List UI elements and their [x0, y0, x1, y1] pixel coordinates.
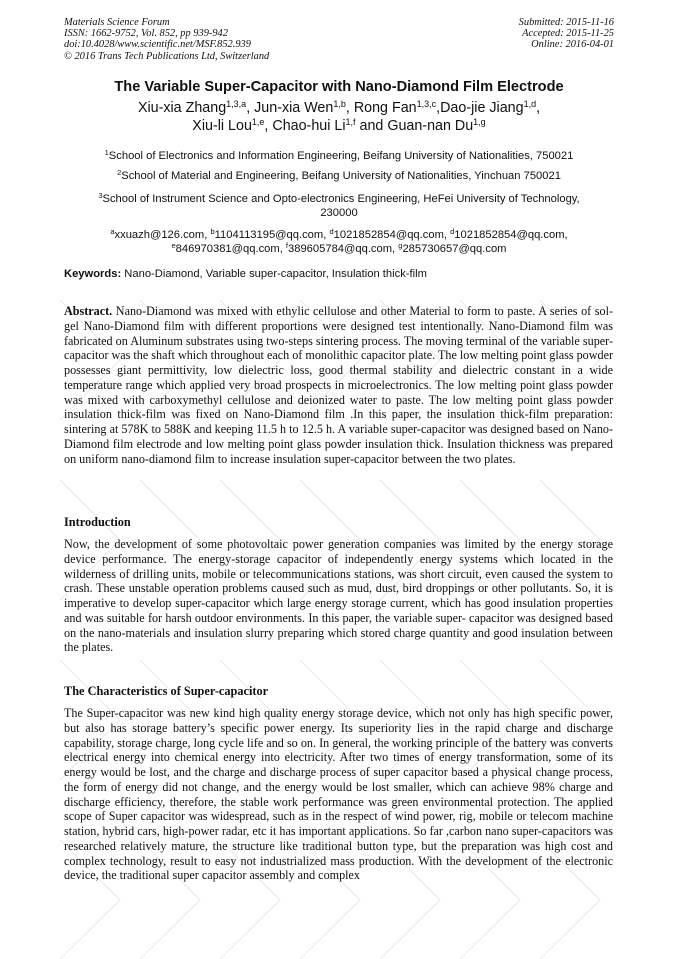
affiliation-3: $^3$School of Instrument Science and Opto-electronics Engineering, HeFei University of Technology, 230000 — [98, 191, 580, 219]
email-link[interactable]: 1104113195@qq.com, — [214, 229, 330, 241]
email-link[interactable]: 389605784@qq.com, — [288, 242, 399, 255]
accepted-date: Accepted: 2015-11-25 — [522, 28, 614, 40]
author: Xiu-li Lou$^{1,e}$, — [192, 117, 273, 134]
keywords-text: Nano-Diamond, Variable super-capacitor, Insulation thick-film — [121, 268, 427, 280]
affiliation-1: $^1$School of Electronics and Information Engineering, Beifang University of Nationalities, 750021 — [104, 148, 574, 162]
online-date: Online: 2016-04-01 — [531, 39, 614, 51]
email-list: $^a$xxuazh@126.com, $^b$1104113195@qq.com, $^d$1021852854@qq.com, $^d$1021852854@qq.com, $^e$846970381@qq.com, $^f$389605784@qq.com, $^g$285730657@qq.com — [110, 227, 568, 255]
submitted-date: Submitted: 2015-11-16 — [518, 17, 614, 28]
author: Xiu-xia Zhang$^{1,3,a}$, — [137, 99, 255, 116]
author-list — [60, 99, 618, 135]
keywords-label: Keywords: — [64, 268, 122, 280]
author: Chao-hui Li$^{1,f}$ and — [272, 117, 388, 134]
author: Dao-jie Jiang$^{1,d}$, — [440, 99, 541, 116]
abstract-paragraph — [64, 304, 613, 466]
characteristics-paragraph: The Super-capacitor was new kind high quality energy storage device, which not only has high specific power, but also has storage battery’s specific power energy. Its superiority lies in the rapid charge and discharge capability, storage charge, long cycle life and so on. In general, the working principle of the battery was converts electrical energy into chemical energy into electricity. After two times of energy transformation, some of its energy would be lost, and the charge and discharge process of super capacitor based a physical change process, the form of energy did not change, and the energy would be lost smaller, which can achieve 98% charge and discharge efficiency, therefore, the stable work performance was green environmental protection. The applied scope of Super capacitor was widespread, such as in the respect of wind power, rig, mobile or telecom machine station, hybrid cars, high-power radar, etc it has important applications. So far ,carbon nano super-capacitors was researched relatively mature, the structure like traditional button type, but the preparation was high cost and complex technology, result to easy not industrialized mass production. With the development of the electronic device, the traditional super capacitor assembly and complex — [64, 706, 613, 883]
author: Rong Fan$^{1,3,c}$, — [353, 99, 441, 116]
abstract-text: Nano-Diamond was mixed with ethylic cellulose and other Material to form to paste. A series of sol-gel Nano-Diamond film with different proportions were designed test intentionally. Nano-Diamond film was fabricated on Aluminum substrates using two-steps sintering process. The moving terminal of the variable super-capacitor was the shaft which throughout each of monolithic capacitor plate. The low melting point glass powder possesses giant permittivity, low dielectric loss, good thermal stability and dielectric constant in a wide temperature range which applied very broad prospects in microelectronics. The low melting point glass powder was mixed with carboxymethyl cellulose and deionized water to paste. The low melting point glass powder insulation thick-film was fixed on Nano-Diamond film .In this paper, the insulation thick-film preparation: sintering at 578K to 588K and keeping 11.5 h to 12.5 h. A variable super-capacitor was designed based on Nano-Diamond film electrode and low melting point glass powder insulation thick. Insulation thickness was prepared on uniform nano-diamond film to increase insulation super-capacitor between the two plates. — [64, 304, 613, 466]
email-link[interactable]: 1021852854@qq.com, — [333, 229, 451, 241]
keywords-line — [64, 268, 427, 280]
section-heading-introduction: Introduction — [64, 515, 131, 529]
email-link[interactable]: 1021852854@qq.com, — [454, 229, 568, 241]
author: Guan-nan Du$^{1,g}$ — [387, 117, 486, 134]
email-link[interactable]: 285730657@qq.com — [402, 242, 507, 255]
paper-title: The Variable Super-Capacitor with Nano-Diamond Film Electrode — [114, 79, 564, 95]
journal-doi[interactable]: doi:10.4028/www.scientific.net/MSF.852.939 — [64, 39, 251, 51]
journal-info — [64, 17, 269, 62]
journal-name: Materials Science Forum — [64, 17, 170, 28]
journal-copyright: © 2016 Trans Tech Publications Ltd, Switzerland — [64, 50, 270, 62]
email-link[interactable]: xxuazh@126.com, — [114, 229, 211, 241]
email-link[interactable]: 846970381@qq.com, — [175, 242, 286, 255]
affiliation-2: $^2$School of Material and Engineering, Beifang University of Nationalities, Yinchuan 750021 — [117, 168, 561, 182]
section-heading-characteristics: The Characteristics of Super-capacitor — [64, 684, 269, 698]
author: Jun-xia Wen$^{1,b}$, — [254, 99, 354, 116]
journal-issn: ISSN: 1662-9752, Vol. 852, pp 939-942 — [64, 28, 228, 40]
publication-dates — [519, 17, 614, 51]
abstract-label: Abstract. — [64, 304, 113, 318]
introduction-paragraph: Now, the development of some photovoltaic power generation companies was limited by the energy storage device performance. The energy-storage capacitor of independently energy systems which located in the wilderness of drilling units, mobile or telecommunications stations, was short circuit, even caused the system to crash. These unstable operation problems caused such as mud, dust, bird droppings or other pollutants. So, it is imperative to develop super-capacitor which large energy storage current, which has good insulation properties and was suitable for harsh outdoor environments. In this paper, the variable super- capacitor was designed based on the nano-materials and insulation slurry preparing which stored charge quantity and good insulation between the plates. — [64, 537, 613, 655]
